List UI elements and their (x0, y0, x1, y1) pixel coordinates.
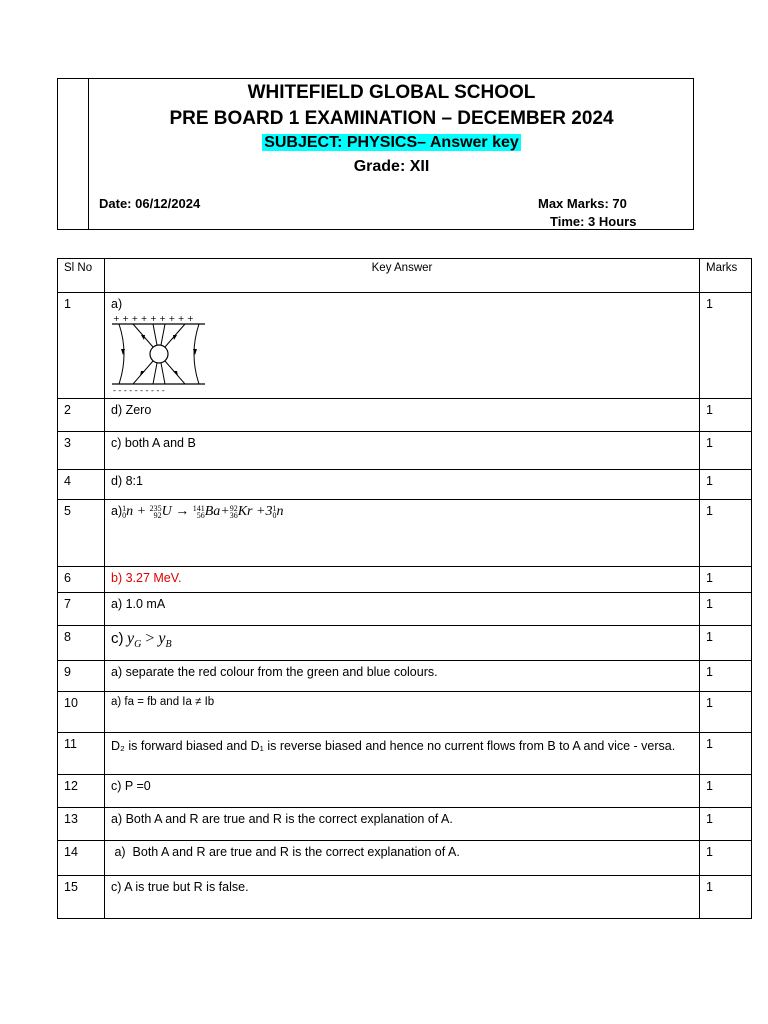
answer-prefix: c) (111, 630, 124, 647)
table-row (58, 626, 752, 661)
row-answer: c) P =0 (105, 775, 700, 808)
table-header-row (58, 259, 752, 293)
table-row (58, 500, 752, 567)
row-number: 13 (58, 808, 105, 841)
table-row (58, 733, 752, 775)
table-row (58, 661, 752, 692)
answer-text: a) (111, 297, 123, 311)
row-answer (105, 626, 700, 661)
row-number: 6 (58, 567, 105, 593)
row-marks: 1 (700, 593, 752, 626)
row-marks: 1 (700, 876, 752, 919)
row-marks: 1 (700, 692, 752, 733)
charge-sphere (150, 345, 168, 363)
row-marks: 1 (700, 775, 752, 808)
row-answer: a) Both A and R are true and R is the correct explanation of A. (105, 808, 700, 841)
row-number: 12 (58, 775, 105, 808)
table-row (58, 808, 752, 841)
row-marks: 1 (700, 500, 752, 567)
row-marks: 1 (700, 626, 752, 661)
row-marks: 1 (700, 399, 752, 432)
row-answer: c) both A and B (105, 432, 700, 470)
row-number: 8 (58, 626, 105, 661)
row-number: 15 (58, 876, 105, 919)
answer-key-table (57, 258, 752, 919)
exam-title: PRE BOARD 1 EXAMINATION – DECEMBER 2024 (169, 108, 614, 129)
row-number: 4 (58, 470, 105, 500)
row-marks: 1 (700, 470, 752, 500)
row-answer (105, 500, 700, 567)
row-answer: a) separate the red colour from the green and blue colours. (105, 661, 700, 692)
col-header-marks: Marks (700, 259, 752, 293)
row-number: 1 (58, 293, 105, 399)
row-number: 2 (58, 399, 105, 432)
table-row (58, 470, 752, 500)
electric-field-diagram (111, 313, 207, 393)
school-name: WHITEFIELD GLOBAL SCHOOL (247, 82, 536, 103)
row-answer: a) fa = fb and Ia ≠ Ib (105, 692, 700, 733)
subject-line (89, 134, 694, 152)
grade: Grade: XII (353, 158, 430, 175)
row-number: 11 (58, 733, 105, 775)
table-row (58, 593, 752, 626)
max-marks: Max Marks: 70 (538, 196, 627, 211)
row-answer: d) Zero (105, 399, 700, 432)
row-marks: 1 (700, 567, 752, 593)
table-row (58, 567, 752, 593)
nuclear-equation: 1 0n + 235 92U → 141 56Ba+92 36Kr +31 0n (122, 503, 284, 520)
table-row (58, 775, 752, 808)
row-number: 10 (58, 692, 105, 733)
row-answer: d) 8:1 (105, 470, 700, 500)
table-row (58, 432, 752, 470)
wavelength-comparison: $y_G > y_B$ (126, 630, 172, 651)
row-answer: D₂ is forward biased and D₁ is reverse biased and hence no current flows from B to A and vice - versa. (105, 733, 700, 775)
exam-date: Date: 06/12/2024 (99, 196, 201, 211)
bottom-plate-charges: - - - - - - - - - - (113, 386, 165, 393)
top-plate-charges: + + + + + + + + + (113, 314, 194, 323)
row-answer: c) A is true but R is false. (105, 876, 700, 919)
row-number: 9 (58, 661, 105, 692)
row-answer: a) Both A and R are true and R is the correct explanation of A. (105, 841, 700, 876)
row-marks: 1 (700, 733, 752, 775)
row-number: 7 (58, 593, 105, 626)
row-number: 5 (58, 500, 105, 567)
col-header-slno: Sl No (58, 259, 105, 293)
row-marks: 1 (700, 661, 752, 692)
table-row (58, 293, 752, 399)
row-answer (105, 293, 700, 399)
row-number: 3 (58, 432, 105, 470)
answer-prefix: a) (111, 504, 123, 518)
row-marks: 1 (700, 432, 752, 470)
row-number: 14 (58, 841, 105, 876)
row-marks: 1 (700, 293, 752, 399)
row-answer: a) 1.0 mA (105, 593, 700, 626)
row-marks: 1 (700, 808, 752, 841)
row-marks: 1 (700, 841, 752, 876)
table-row (58, 841, 752, 876)
table-row (58, 399, 752, 432)
subject-title: SUBJECT: PHYSICS– Answer key (264, 134, 519, 151)
table-row (58, 692, 752, 733)
col-header-answer: Key Answer (105, 259, 700, 293)
table-row (58, 876, 752, 919)
row-answer: b) 3.27 MeV. (105, 567, 700, 593)
exam-time: Time: 3 Hours (550, 214, 637, 229)
